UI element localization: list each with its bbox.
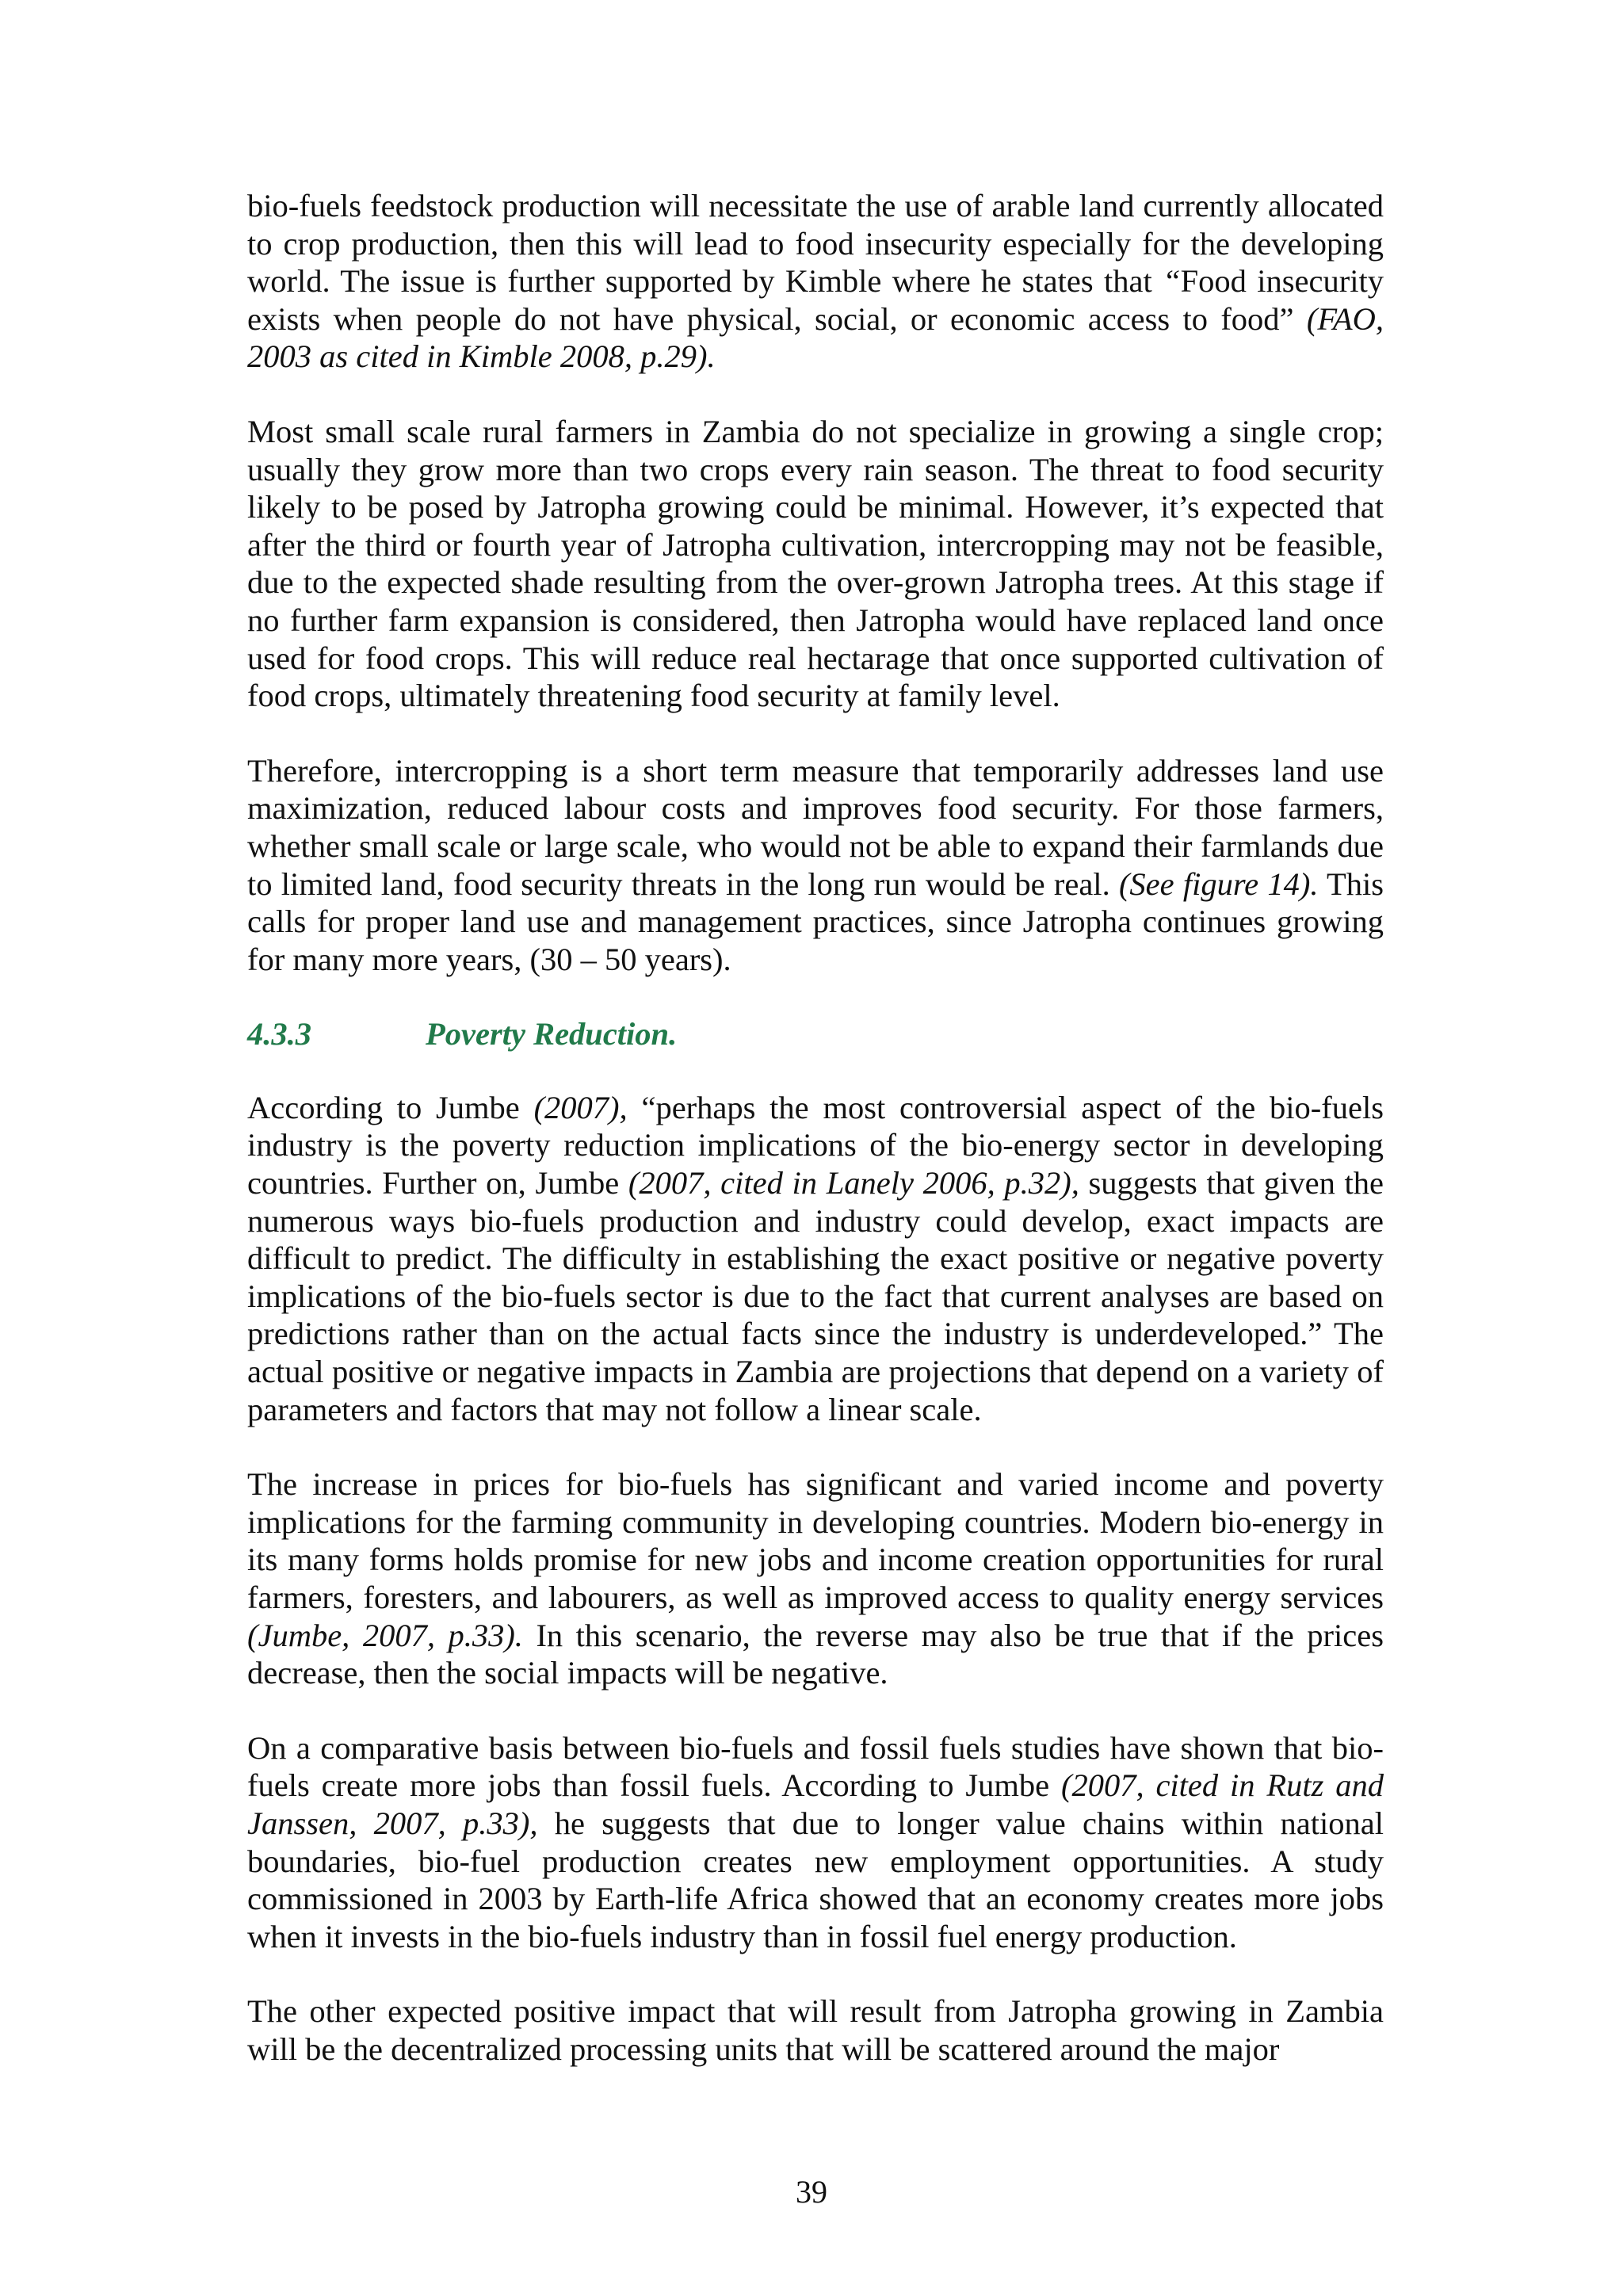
paragraph-text: Most small scale rural farmers in Zambia do not specialize in growing a single crop; usually they grow more than two crops every rain season. The threat to food security likely to be posed by Jatropha growing could be minimal. However, it’s expected that after the third or fourth year of Jatropha cultivation, intercropping may not be feasible, due to the expected shade resulting from the over-grown Jatropha trees. At this stage if no further farm expansion is considered, then Jatropha would have replaced land once used for food crops. This will reduce real hectarage that once supported cultivation of food crops, ultimately threatening food security at family level. [247, 413, 1384, 714]
paragraph-text: The increase in prices for bio-fuels has significant and varied income and poverty implications for the farming community in developing countries. Modern bio-energy in its many forms holds promise for new jobs and income creation opportunities for rural farmers, foresters, and labourers, as well as improved access to quality energy services [247, 1466, 1384, 1615]
paragraph [247, 413, 1384, 715]
paragraph-text: According to Jumbe [247, 1089, 534, 1125]
paragraph-text: bio-fuels feedstock production will necessitate the use of arable land currently allocated to crop production, then this will lead to food insecurity especially for the developing world. The issue is further supported by Kimble where he states that [247, 188, 1384, 300]
paragraph-text: The other expected positive impact that will result from Jatropha growing in Zambia will be the decentralized processing units that will be scattered around the major [247, 1993, 1384, 2067]
citation-text: (2007, cited in Rutz and Janssen, 2007, p.33), [247, 1767, 1384, 1841]
paragraph [247, 1465, 1384, 1692]
page-number: 39 [796, 2174, 827, 2210]
section-title: Poverty Reduction. [426, 1016, 678, 1052]
paragraph-text: In this scenario, the reverse may also be true that if the prices decrease, then the social impacts will be negative. [247, 1617, 1384, 1691]
paragraph-text: Therefore, intercropping is a short term measure that temporarily addresses land use maximization, reduced labour costs and improves food security. For those farmers, whether small scale or large scale, who would not be able to expand their farmlands due to limited land, food security threats in the long run would be real. [247, 752, 1384, 902]
paragraph-text: suggests that given the numerous ways bio-fuels production and industry could develop, exact impacts are difficult to predict. The difficulty in establishing the exact positive or negative poverty implications of the bio-fuels sector is due to the fact that current analyses are based on predictions rather than on the actual facts since the industry is underdeveloped.” The actual positive or negative impacts in Zambia are projections that depend on a variety of parameters and factors that may not follow a linear scale. [247, 1165, 1384, 1427]
paragraph [247, 187, 1384, 376]
paragraph-text: he suggests that due to longer value chains within national boundaries, bio-fuel production creates new employment opportunities. A study commissioned in 2003 by Earth-life Africa showed that an economy creates more jobs when it invests in the bio-fuels industry than in fossil fuel energy production. [247, 1805, 1384, 1954]
body-text-before-heading [247, 187, 1384, 978]
paragraph [247, 1729, 1384, 1956]
citation-text: (2007), [533, 1089, 628, 1125]
section-heading [247, 1015, 1384, 1053]
citation-text: (See figure 14). [1118, 865, 1319, 902]
citation-text: (FAO, 2003 as cited in Kimble 2008, p.29). [247, 300, 1384, 375]
citation-text: (2007, cited in Lanely 2006, p.32), [628, 1165, 1079, 1201]
citation-text: (Jumbe, 2007, p.33). [247, 1617, 523, 1653]
paragraph [247, 1992, 1384, 2068]
citation-text: “ [1163, 263, 1181, 300]
document-page [247, 187, 1384, 2106]
body-text-after-heading [247, 1089, 1384, 2069]
paragraph-text: This calls for proper land use and management practices, since Jatropha continues growing for many more years, (30 – 50 years). [247, 865, 1384, 977]
paragraph [247, 1089, 1384, 1428]
paragraph [247, 752, 1384, 979]
paragraph-text: On a comparative basis between bio-fuels and fossil fuels studies have shown that bio-fuels create more jobs than fossil fuels. According to Jumbe [247, 1729, 1384, 1804]
paragraph-text: “perhaps the most controversial aspect of the bio-fuels industry is the poverty reduction implications of the bio-energy sector in developing countries. Further on, Jumbe [247, 1089, 1384, 1201]
section-number: 4.3.3 [247, 1016, 311, 1052]
paragraph-text: Food insecurity exists when people do not have physical, social, or economic access to food” [247, 263, 1384, 337]
